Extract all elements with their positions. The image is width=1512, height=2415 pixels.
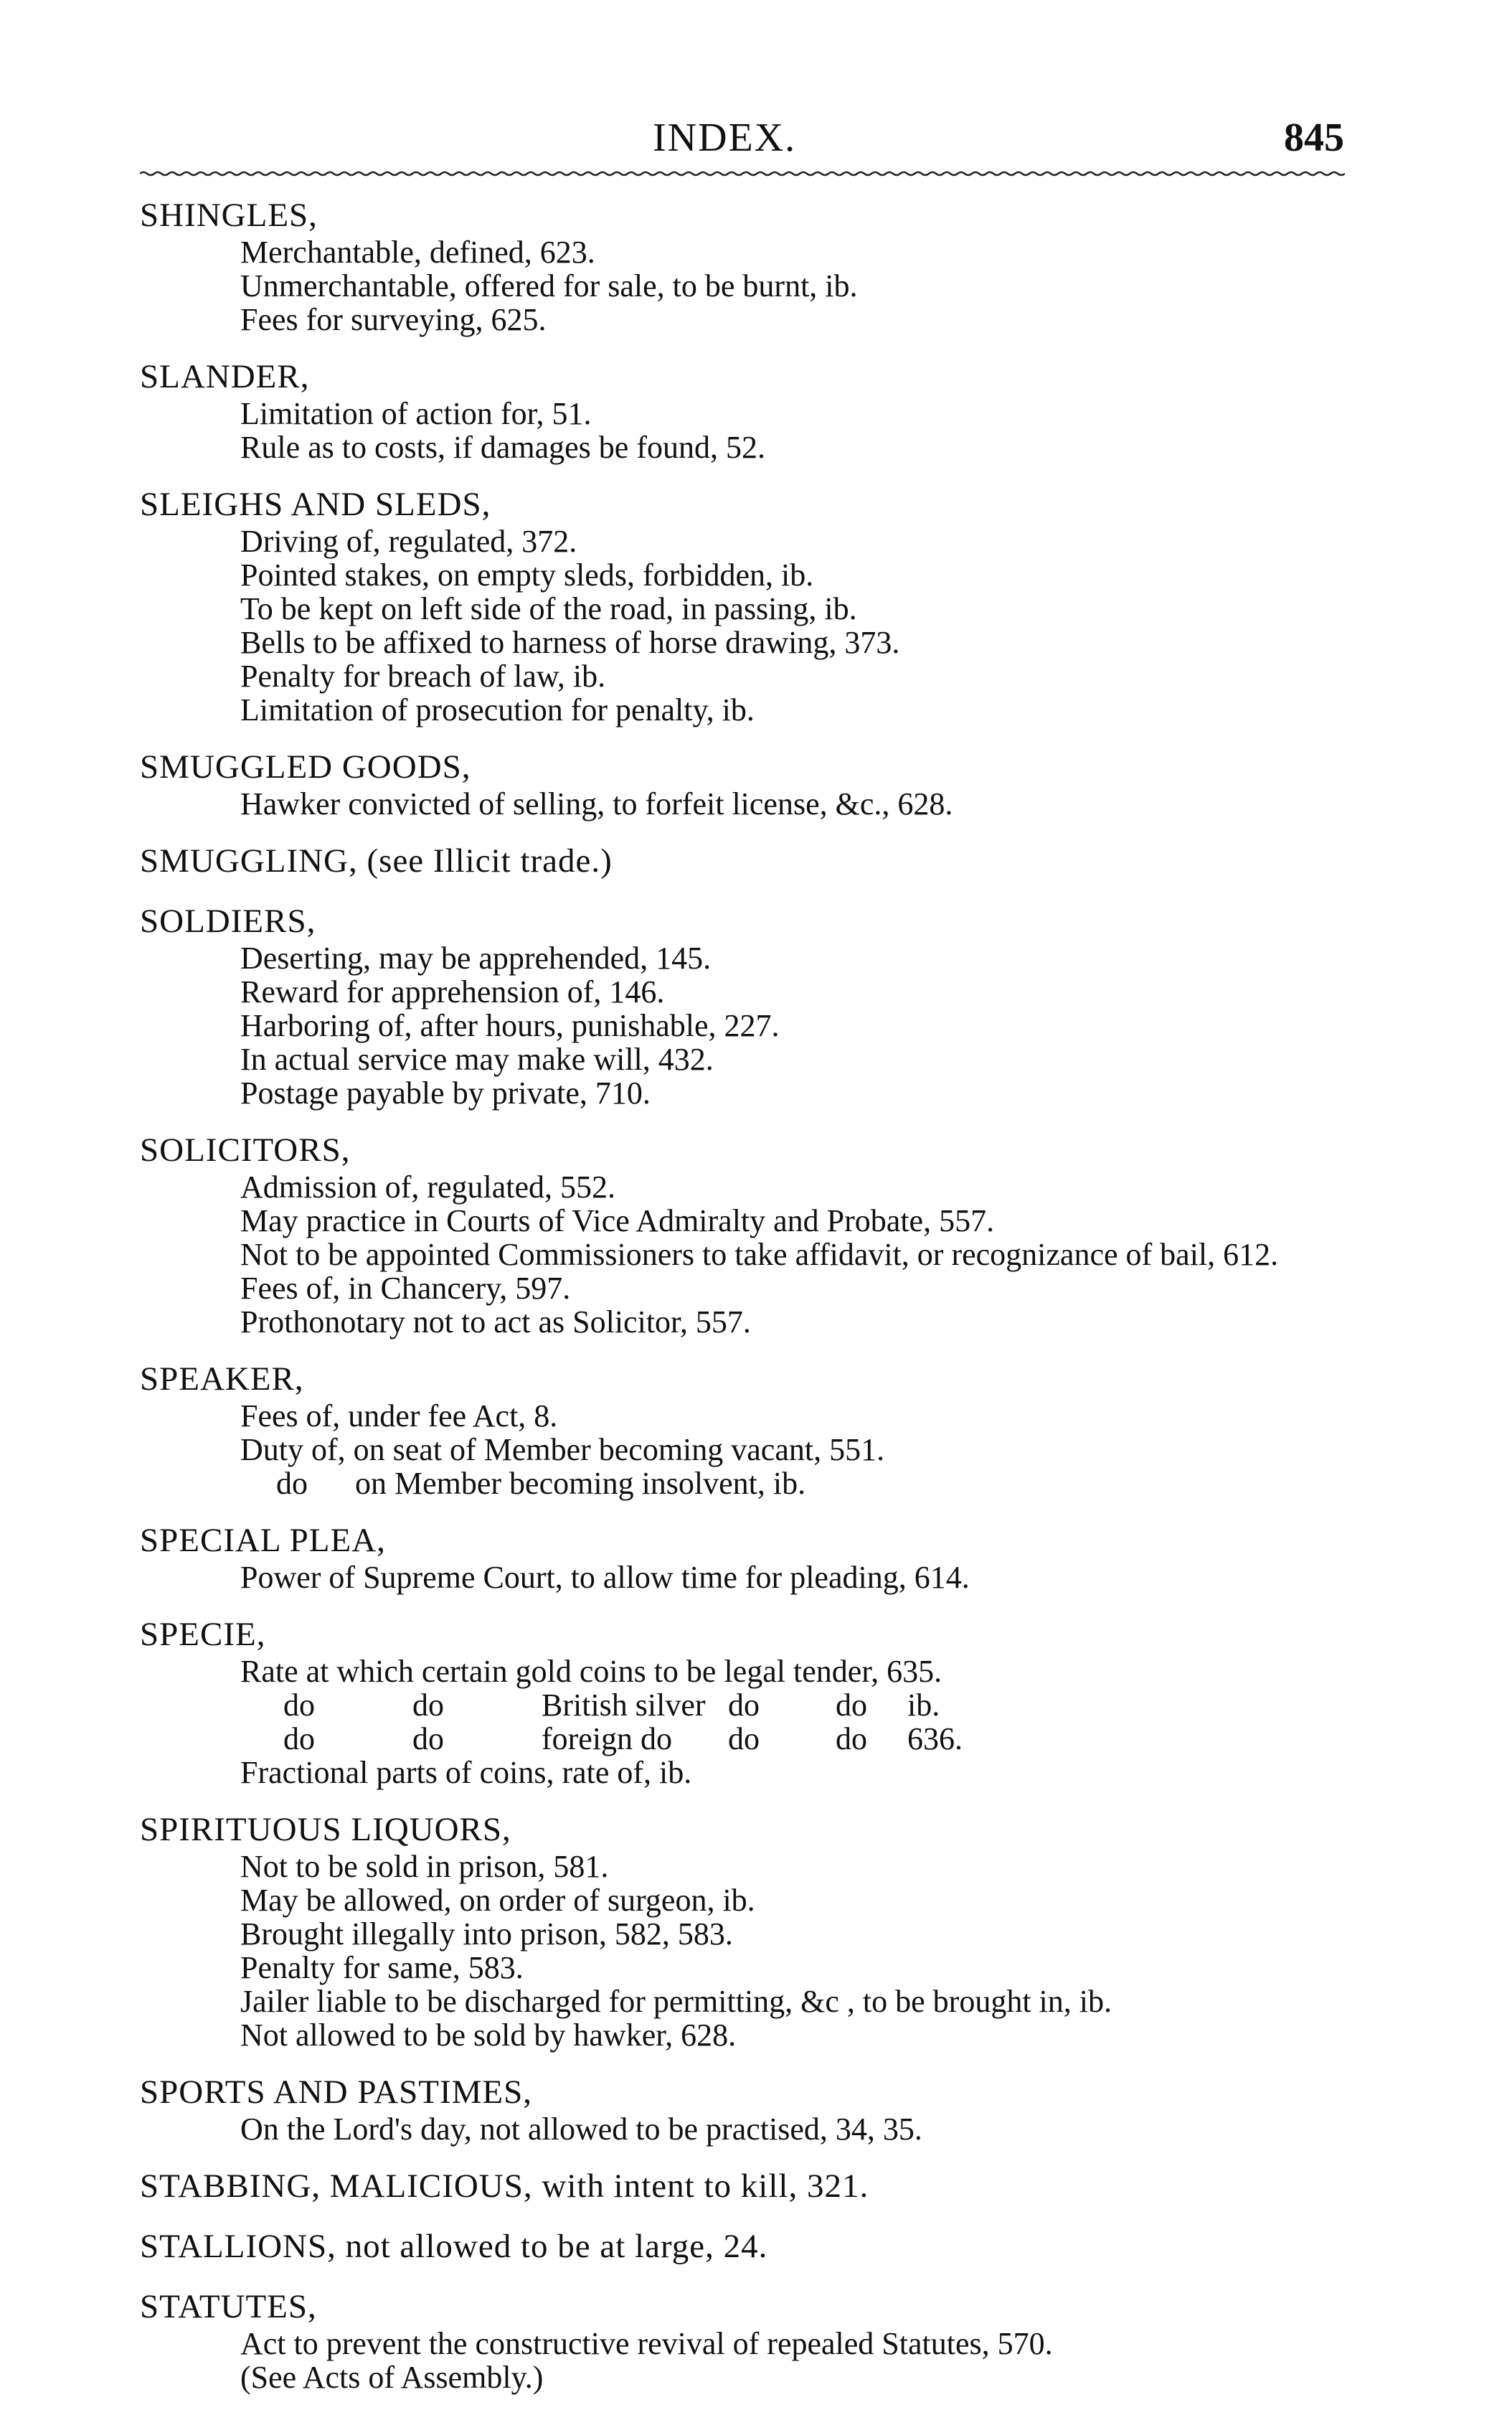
page-number: 845 bbox=[1284, 116, 1344, 160]
entry-subline: Fees of, in Chancery, 597. bbox=[240, 1271, 571, 1306]
entry-subline: Merchantable, defined, 623. bbox=[240, 235, 595, 270]
ditto-cell: foreign do bbox=[542, 1721, 673, 1756]
ditto-row bbox=[140, 1722, 1374, 1756]
index-entry bbox=[140, 1614, 1374, 1789]
ditto-cell: do bbox=[728, 1721, 760, 1756]
entry-subline: On the Lord's day, not allowed to be practised, 34, 35. bbox=[240, 2112, 922, 2147]
entry-subline: Limitation of prosecution for penalty, ib. bbox=[240, 692, 755, 728]
entry-heading: SOLICITORS, bbox=[140, 1131, 351, 1169]
entry-heading: SPECIE, bbox=[140, 1616, 266, 1653]
entry-heading: SPIRITUOUS LIQUORS, bbox=[140, 1811, 511, 1848]
entry-subline: Bells to be affixed to harness of horse drawing, 373. bbox=[240, 625, 900, 660]
index-entry bbox=[140, 1130, 1374, 1339]
entry-subline: Admission of, regulated, 552. bbox=[240, 1169, 616, 1205]
index-entry bbox=[140, 2287, 1374, 2394]
entry-subline: Prothonotary not to act as Solicitor, 557. bbox=[240, 1304, 751, 1340]
entry-subline: Postage payable by private, 710. bbox=[240, 1075, 651, 1111]
entry-subline: Not to be appointed Commissioners to take affidavit, or recognizance of bail, 612. bbox=[240, 1237, 1279, 1272]
ditto-cell: British silver bbox=[542, 1687, 706, 1723]
entry-subline: Fees of, under fee Act, 8. bbox=[240, 1398, 558, 1434]
entry-subline: Reward for apprehension of, 146. bbox=[240, 974, 665, 1009]
entry-heading: STALLIONS, not allowed to be at large, 24. bbox=[140, 2228, 768, 2265]
entry-heading: SHINGLES, bbox=[140, 197, 318, 234]
index-entry bbox=[140, 1809, 1374, 2052]
entry-heading: SOLDIERS, bbox=[140, 903, 316, 940]
entry-subline: May practice in Courts of Vice Admiralty and Probate, 557. bbox=[240, 1203, 995, 1238]
index-entry bbox=[140, 195, 1374, 336]
entry-subline: Unmerchantable, offered for sale, to be burnt, ib. bbox=[240, 268, 858, 303]
ditto-row bbox=[140, 1688, 1374, 1722]
entry-subline: To be kept on left side of the road, in passing, ib. bbox=[240, 591, 857, 626]
entry-heading: STATUTES, bbox=[140, 2288, 317, 2325]
entry-subline: (See Acts of Assembly.) bbox=[240, 2360, 544, 2395]
entry-heading: SPORTS AND PASTIMES, bbox=[140, 2073, 532, 2111]
ditto-cell: do bbox=[412, 1687, 444, 1723]
entry-heading: SPEAKER, bbox=[140, 1360, 304, 1398]
index-entry bbox=[140, 357, 1374, 464]
entry-subline: Pointed stakes, on empty sleds, forbidden, ib. bbox=[240, 557, 814, 593]
entry-subline: Harboring of, after hours, punishable, 227. bbox=[240, 1008, 780, 1043]
running-title: INDEX. bbox=[653, 116, 797, 160]
index-entry bbox=[140, 747, 1374, 821]
ditto-cell: do bbox=[836, 1687, 867, 1723]
entry-heading: SPECIAL PLEA, bbox=[140, 1522, 386, 1559]
entry-subline: Not allowed to be sold by hawker, 628. bbox=[240, 2018, 737, 2053]
index-entry bbox=[140, 1359, 1374, 1500]
entry-subline: Deserting, may be apprehended, 145. bbox=[240, 941, 712, 976]
wavy-rule bbox=[140, 171, 1345, 176]
index-entry bbox=[140, 2226, 1374, 2266]
entry-subline: do on Member becoming insolvent, ib. bbox=[276, 1466, 806, 1501]
entry-subline: May be allowed, on order of surgeon, ib. bbox=[240, 1883, 755, 1918]
entry-subline: Brought illegally into prison, 582, 583. bbox=[240, 1916, 733, 1952]
entry-subline: Act to prevent the constructive revival of repealed Statutes, 570. bbox=[240, 2326, 1053, 2361]
entry-subline: Penalty for breach of law, ib. bbox=[240, 659, 606, 694]
ditto-cell: do bbox=[283, 1721, 315, 1756]
ditto-cell: ib. bbox=[907, 1687, 940, 1723]
entry-subline: Limitation of action for, 51. bbox=[240, 396, 592, 431]
entry-subline: Fractional parts of coins, rate of, ib. bbox=[240, 1755, 692, 1790]
entry-subline: Power of Supreme Court, to allow time for pleading, 614. bbox=[240, 1560, 970, 1595]
entry-subline: Rate at which certain gold coins to be legal tender, 635. bbox=[240, 1654, 942, 1689]
ditto-cell: do bbox=[836, 1721, 867, 1756]
entry-subline: Hawker convicted of selling, to forfeit license, &c., 628. bbox=[240, 786, 953, 822]
index-entries bbox=[140, 195, 1374, 2414]
index-entry bbox=[140, 901, 1374, 1110]
entry-subline: Jailer liable to be discharged for permitting, &c , to be brought in, ib. bbox=[240, 1984, 1112, 2019]
ditto-cell: do bbox=[728, 1687, 760, 1723]
entry-heading: SLEIGHS AND SLEDS, bbox=[140, 486, 491, 523]
index-entry bbox=[140, 1520, 1374, 1594]
index-entry bbox=[140, 484, 1374, 727]
entry-heading: SMUGGLED GOODS, bbox=[140, 748, 471, 786]
ditto-cell: do bbox=[412, 1721, 444, 1756]
entry-subline: Penalty for same, 583. bbox=[240, 1950, 524, 1985]
entry-heading: SLANDER, bbox=[140, 358, 310, 395]
entry-subline: Not to be sold in prison, 581. bbox=[240, 1849, 609, 1884]
entry-subline: Fees for surveying, 625. bbox=[240, 302, 547, 337]
index-entry bbox=[140, 2072, 1374, 2146]
page-header bbox=[0, 108, 1512, 158]
index-entry bbox=[140, 841, 1374, 881]
entry-heading: STABBING, MALICIOUS, with intent to kill, 321. bbox=[140, 2167, 869, 2205]
entry-subline: Rule as to costs, if damages be found, 52. bbox=[240, 430, 765, 465]
entry-subline: Duty of, on seat of Member becoming vacant, 551. bbox=[240, 1432, 885, 1467]
ditto-cell: 636. bbox=[907, 1721, 963, 1756]
ditto-cell: do bbox=[283, 1687, 315, 1723]
entry-heading: SMUGGLING, (see Illicit trade.) bbox=[140, 842, 613, 880]
index-entry bbox=[140, 2166, 1374, 2206]
entry-subline: Driving of, regulated, 372. bbox=[240, 524, 577, 559]
entry-subline: In actual service may make will, 432. bbox=[240, 1042, 714, 1077]
